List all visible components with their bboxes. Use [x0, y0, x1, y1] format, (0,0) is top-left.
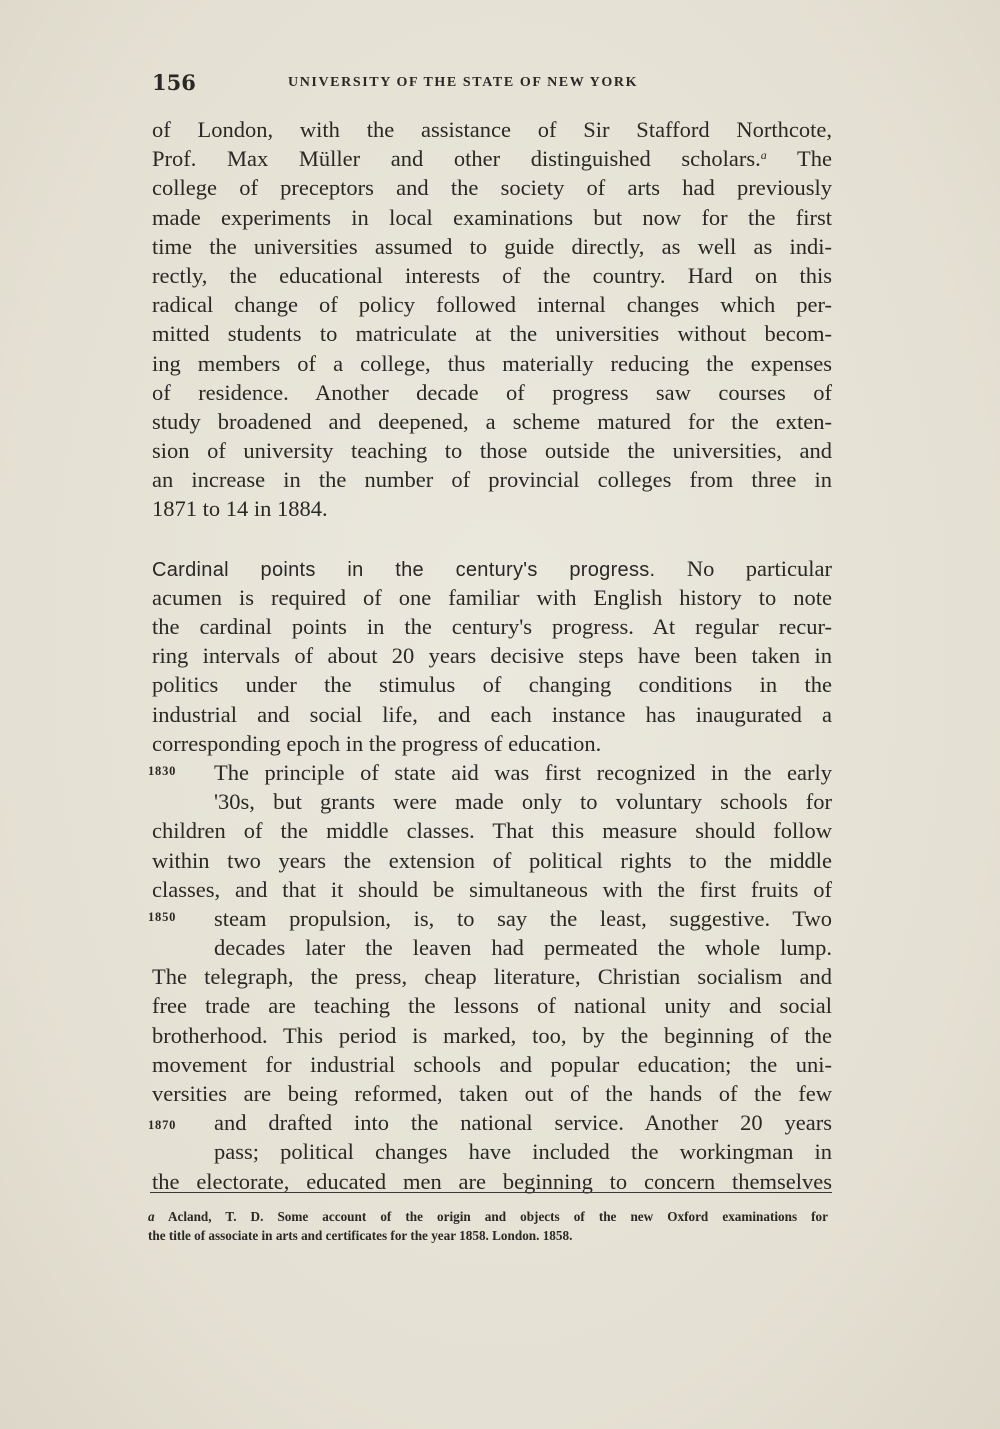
page-number: 156: [152, 70, 196, 95]
text-line: steam propulsion, is, to say the least, suggestive. Two: [214, 905, 832, 931]
paragraph-2: [152, 554, 832, 758]
text-line-tail: The: [766, 146, 832, 172]
running-head: UNIVERSITY OF THE STATE OF NEW YORK: [288, 75, 639, 90]
text-line: decades later the leaven had permeated the whole lump.: [214, 935, 832, 961]
text-line: free trade are teaching the lessons of national unity and social: [152, 993, 832, 1019]
text-line: The telegraph, the press, cheap literature, Christian socialism and: [152, 964, 832, 990]
footnote-rule: [150, 1192, 832, 1193]
text-line: within two years the extension of political rights to the middle: [152, 847, 832, 873]
margin-note-year: 1830: [148, 764, 177, 778]
text-line: 1871 to 14 in 1884.: [152, 496, 328, 522]
margin-note-year: 1870: [148, 1118, 177, 1132]
text-line: study broadened and deepened, a scheme matured for the exten-: [152, 408, 832, 434]
paragraph-3: [152, 758, 832, 1196]
text-line: [152, 554, 832, 583]
text-line: classes, and that it should be simultaneous with the first fruits of: [152, 876, 832, 902]
text-line: movement for industrial schools and popular education; the uni-: [152, 1051, 832, 1077]
text-line: The principle of state aid was first recognized in the early: [214, 759, 832, 785]
text-line: ing members of a college, thus materially reducing the expenses: [152, 350, 832, 376]
footnote: [148, 1207, 828, 1245]
footnote-line: the title of associate in arts and certificates for the year 1858. London. 1858.: [148, 1228, 573, 1243]
text-line: the electorate, educated men are beginning to concern themselves: [152, 1168, 832, 1194]
text-line: of London, with the assistance of Sir Stafford Northcote,: [152, 117, 832, 142]
text-line: college of preceptors and the society of arts had previously: [152, 175, 832, 201]
footnote-line: [148, 1207, 828, 1226]
text-line: acumen is required of one familiar with English history to note: [152, 584, 832, 610]
text-line: versities are being reformed, taken out of the hands of the few: [152, 1081, 832, 1106]
text-line: radical change of policy followed internal changes which per-: [152, 292, 832, 318]
text-line: time the universities assumed to guide directly, as well as indi-: [152, 233, 832, 259]
text-line: sion of university teaching to those outside the universities, and: [152, 438, 832, 464]
text-line: rectly, the educational interests of the country. Hard on this: [152, 262, 832, 288]
paragraph-1: [152, 115, 832, 524]
footnote-marker: a: [760, 148, 767, 163]
text-line: children of the middle classes. That this measure should follow: [152, 818, 832, 844]
margin-note-year: 1850: [148, 910, 177, 924]
text-line: corresponding epoch in the progress of education.: [152, 730, 602, 756]
text-line: and drafted into the national service. Another 20 years: [214, 1110, 832, 1136]
text-line-tail: No particular: [655, 555, 832, 581]
text-line: [152, 144, 832, 173]
text-line: ring intervals of about 20 years decisive steps have been taken in: [152, 643, 832, 669]
text-line: '30s, but grants were made only to voluntary schools for: [214, 789, 832, 815]
text-line: pass; political changes have included the workingman in: [214, 1139, 832, 1165]
text-line-content: Prof. Max Müller and other distinguished scholars.: [152, 146, 761, 172]
text-line: mitted students to matriculate at the universities without becom-: [152, 321, 832, 347]
body-text: [152, 115, 832, 1196]
text-line: of residence. Another decade of progress saw courses of: [152, 379, 832, 405]
text-line: brotherhood. This period is marked, too, by the beginning of the: [152, 1022, 832, 1048]
text-line: the cardinal points in the century's progress. At regular recur-: [152, 614, 832, 639]
text-line: an increase in the number of provincial colleges from three in: [152, 467, 832, 493]
section-heading: Cardinal points in the century's progress.: [152, 558, 656, 581]
page-header: [152, 70, 832, 100]
text-line: made experiments in local examinations but now for the first: [152, 204, 832, 230]
text-line: industrial and social life, and each instance has inaugurated a: [152, 701, 832, 727]
text-line: politics under the stimulus of changing conditions in the: [152, 672, 832, 698]
footnote-marker: a: [148, 1209, 155, 1224]
footnote-text: Acland, T. D. Some account of the origin and objects of the new Oxford examinations for: [154, 1209, 828, 1224]
